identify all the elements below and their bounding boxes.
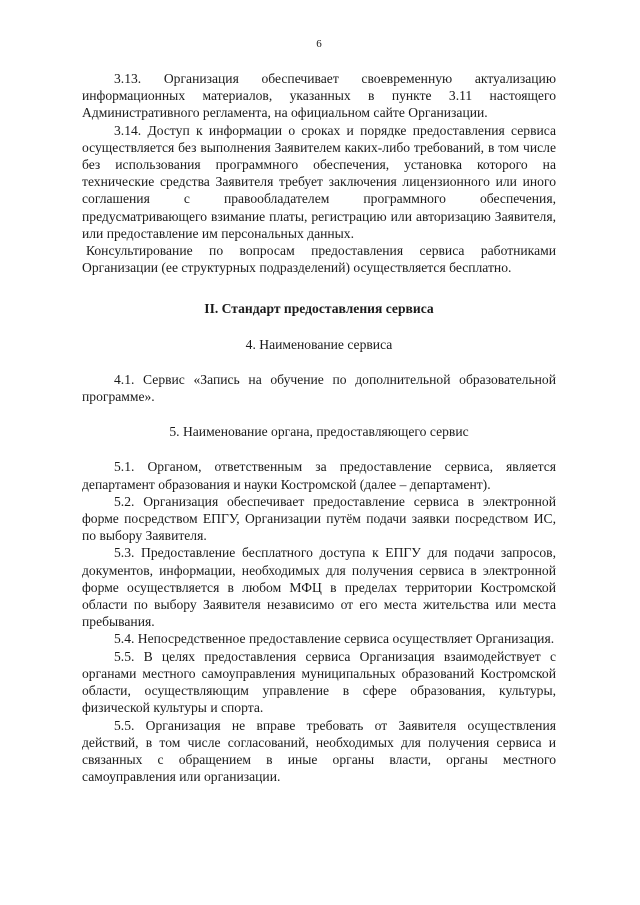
section-title: II. Стандарт предоставления сервиса (204, 301, 434, 317)
subsection-4-title: 4. Наименование сервиса (245, 336, 393, 352)
page-number: 6 (316, 38, 322, 50)
paragraph-3-13: 3.13. Организация обеспечивает своевременную актуализацию информационных материалов, указанных в пункте 3.11 настоящего Административного регламента, на официальном сайте Организации. (82, 71, 556, 121)
paragraph-5-1: 5.1. Органом, ответственным за предоставление сервиса, является департамент образования и науки Костромской (далее – департамент). (82, 459, 556, 492)
paragraph-5-3: 5.3. Предоставление бесплатного доступа к ЕПГУ для подачи запросов, документов, информации, необходимых для получения сервиса в электронной форме осуществляется в любом МФЦ в пределах территории Костромской области по выбору Заявителя независимо от его места жительства или места пребывания. (82, 545, 556, 630)
paragraph-consulting: Консультирование по вопросам предоставления сервиса работниками Организации (ее структурных подразделений) осуществляется бесплатно. (82, 243, 556, 276)
paragraph-5-4: 5.4. Непосредственное предоставление сервиса осуществляет Организация. (114, 631, 555, 647)
subsection-5-title: 5. Наименование органа, предоставляющего сервис (169, 424, 469, 440)
paragraph-4-1: 4.1. Сервис «Запись на обучение по дополнительной образовательной программе». (82, 371, 556, 405)
paragraph-3-14: 3.14. Доступ к информации о сроках и порядке предоставления сервиса осуществляется без выполнения Заявителем каких-либо требований, в том числе без использования программного обеспечения, установка которого на технические средства Заявителя требует заключения лицензионного или иного соглашения с правообладателем программного обеспечения, предусматривающего взимание платы, регистрацию или авторизацию Заявителя, или предоставление им персональных данных. (82, 122, 556, 241)
paragraph-5-5a: 5.5. В целях предоставления сервиса Организация взаимодействует с органами местного самоуправления муниципальных образований Костромской области, осуществляющим управление в сфере образования, культуры, физической культуры и спорта. (82, 648, 556, 716)
paragraph-5-2: 5.2. Организация обеспечивает предоставление сервиса в электронной форме посредством ЕПГУ, Организации путём подачи заявки посредством ИС, по выбору Заявителя. (82, 493, 556, 544)
paragraph-5-5b: 5.5. Организация не вправе требовать от Заявителя осуществления действий, в том числе согласований, необходимых для получения сервиса и связанных с обращением в иные органы власти, органы местного самоуправления или организации. (82, 717, 556, 785)
